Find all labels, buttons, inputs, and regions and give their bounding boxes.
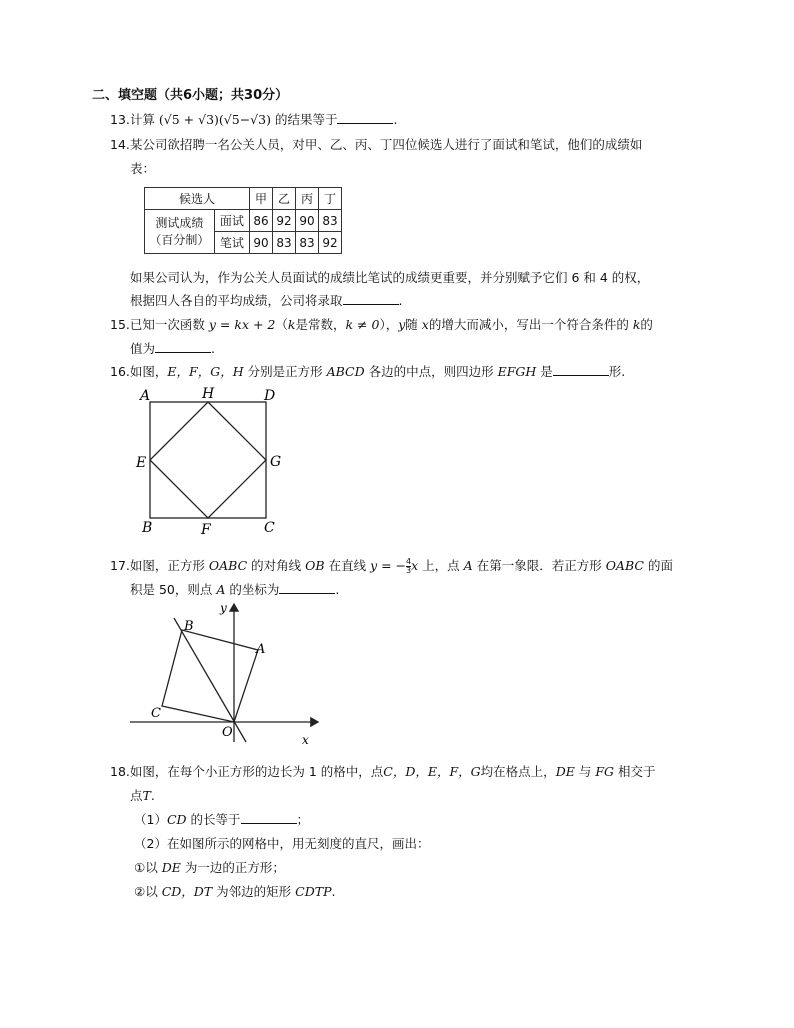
q18-item2-b: 为邻边的矩形 [216,884,292,899]
q16-figure [130,382,290,538]
q17-sq: OABC [208,558,248,573]
label-A: A [256,642,266,657]
q17-ob: OB [305,558,325,573]
q17-t4: 上，点 [422,558,460,573]
q16-answer-blank[interactable] [553,363,609,376]
q17-eq-b: x [411,558,419,573]
q17-t7: 积是 50，则点 [130,582,213,597]
q18-cd: CD [166,812,187,827]
label-C: C [151,706,161,721]
label-C: C [264,520,275,536]
q15-k2: k ≠ 0 [345,317,380,332]
q18-sub1-text: 的长等于 [190,812,241,827]
q14-answer-blank[interactable] [343,292,399,305]
q14-line3: 如果公司认为，作为公关人员面试的成绩比笔试的成绩更重要，并分别赋予它们 6 和 4 的权， [130,270,650,285]
q15-end: . [211,341,215,356]
q17-t3: 在直线 [328,558,367,573]
q18-sub1 [134,810,309,828]
q18-pts: C，D，E，F，G [383,764,481,779]
table-group-label-1: 测试成绩 [155,215,204,230]
q18-cddt: CD，DT [161,884,213,899]
q17-frac-num: 4 [406,557,412,566]
q13-pre: 计算 [129,112,155,127]
q18-item2-a: ②以 [134,884,158,899]
table-cell: 83 [319,210,342,232]
q17-pa: A [463,558,473,573]
q17-t1: 如图，正方形 [129,558,205,573]
label-E: E [136,455,147,471]
q15-number: 15. [110,317,130,332]
q18-cdtp: CDTP [295,884,332,899]
q16-square: ABCD [326,364,365,379]
q18-t: T [142,788,151,803]
q18-line1 [110,762,656,780]
label-y: y [220,601,227,615]
table-row-written-label: 笔试 [214,232,249,254]
table-cell: 83 [273,232,296,254]
q15-y: y [398,317,406,332]
q14-number: 14. [110,137,130,152]
q18-item2 [134,882,335,900]
q14-line2: 表： [130,161,156,176]
q13-post: 的结果等于 [274,112,338,127]
label-D: D [264,388,276,404]
q16-t1: 如图， [129,364,168,379]
q15-answer-blank[interactable] [155,340,211,353]
label-F: F [201,522,211,538]
q16-points: E，F，G，H [167,364,244,379]
q15-t1: 已知一次函数 [129,317,205,332]
q18-de: DE [555,764,575,779]
label-H: H [202,386,215,402]
q13-end: . [393,112,398,127]
q16-line1 [110,362,625,380]
q18-item1 [134,858,285,876]
q18-item2-c: . [331,884,336,899]
q18-line2 [130,786,155,804]
q17-sq2: OABC [605,558,644,573]
table-cell: 90 [296,210,319,232]
q16-number: 16. [110,364,130,379]
table-group-label [145,210,215,254]
table-cell: 86 [250,210,273,232]
q14-line4 [130,291,403,309]
square-efgh [150,402,266,518]
q16-t4: 是 [540,364,553,379]
q18-item1-a: ①以 [134,860,158,875]
line-y-neg-4-3-x [174,618,246,742]
table-cell: 92 [319,232,342,254]
q18-t4: 相交于 [617,764,656,779]
q18-t2: 均在格点上， [480,764,556,779]
q17-eq-a: y = − [370,558,407,573]
q17-end: . [335,582,340,597]
q17-answer-blank[interactable] [279,581,335,594]
q15-t7: 的 [640,317,653,332]
q15-line2 [130,339,215,357]
q16-quad: EFGH [497,364,537,379]
table-header-cand-3: 丁 [319,188,342,210]
q18-de2: DE [161,860,181,875]
q17-line2 [130,580,339,598]
label-O: O [222,725,233,740]
q16-t2: 分别是正方形 [247,364,323,379]
q15-line1 [110,315,653,333]
q17-t6: 的面 [647,558,673,573]
q18-sub1-end: ； [296,812,310,827]
label-B: B [142,520,153,536]
q13-answer-blank[interactable] [337,111,393,124]
square-oabc [162,630,258,722]
label-B: B [184,619,194,634]
q13-expression: (√5 + √3)(√5−√3) [158,112,271,127]
q17-figure [126,598,326,748]
q15-formula: y = kx + 2 [208,317,276,332]
q18-t6: . [150,788,155,803]
q15-x: x [421,317,429,332]
table-header-candidates: 候选人 [145,188,250,210]
q18-number: 18. [110,764,130,779]
q17-number: 17. [110,558,130,573]
q18-sub1-num: （1） [134,812,167,827]
q14-end: . [398,293,403,308]
table-group-label-2: （百分制） [149,232,210,247]
q17-line1 [110,556,673,575]
q15-t6: 的增大而减小，写出一个符合条件的 [428,317,629,332]
q17-pa2: A [216,582,226,597]
q17-t2: 的对角线 [251,558,302,573]
q15-t3: 是常数， [295,317,346,332]
q17-t5: 在第一象限．若正方形 [476,558,602,573]
table-cell: 83 [296,232,319,254]
q14-text4: 根据四人各自的平均成绩，公司将录取 [130,293,343,308]
q17-frac-den: 3 [406,566,412,575]
q18-t3: 与 [578,764,592,779]
q18-t5: 点 [130,788,143,803]
q18-answer-blank[interactable] [241,811,297,824]
section-title: 二、填空题（共6小题；共30分） [92,88,289,103]
label-G: G [270,454,282,470]
table-cell: 90 [250,232,273,254]
table-header-cand-1: 乙 [273,188,296,210]
q18-t1: 如图，在每个小正方形的边长为 1 的格中，点 [129,764,384,779]
q13-number: 13. [110,112,130,127]
q17-t8: 的坐标为 [229,582,280,597]
label-x: x [302,733,309,747]
q15-t4: ）， [379,317,399,332]
q18-fg: FG [595,764,614,779]
q15-line2-text: 值为 [130,341,156,356]
q15-t2: （ [275,317,288,332]
q16-t3: 各边的中点，则四边形 [368,364,494,379]
q15-k3: k [632,317,641,332]
table-row-interview-label: 面试 [214,210,249,232]
question-13 [110,110,397,128]
q15-t5: 随 [405,317,418,332]
q18-item1-b: 为一边的正方形； [184,860,285,875]
square-abcd [150,402,266,518]
table-header-cand-0: 甲 [250,188,273,210]
q14-line1 [110,135,642,153]
q14-text1: 某公司欲招聘一名公关人员，对甲、乙、丙、丁四位候选人进行了面试和笔试，他们的成绩如 [129,137,643,152]
q15-k1: k [287,317,296,332]
score-table [144,187,342,254]
q18-sub2: （2）在如图所示的网格中，用无刻度的直尺，画出： [134,836,430,851]
label-A: A [140,388,151,404]
q16-end: 形. [608,364,626,379]
table-cell: 92 [273,210,296,232]
table-header-cand-2: 丙 [296,188,319,210]
